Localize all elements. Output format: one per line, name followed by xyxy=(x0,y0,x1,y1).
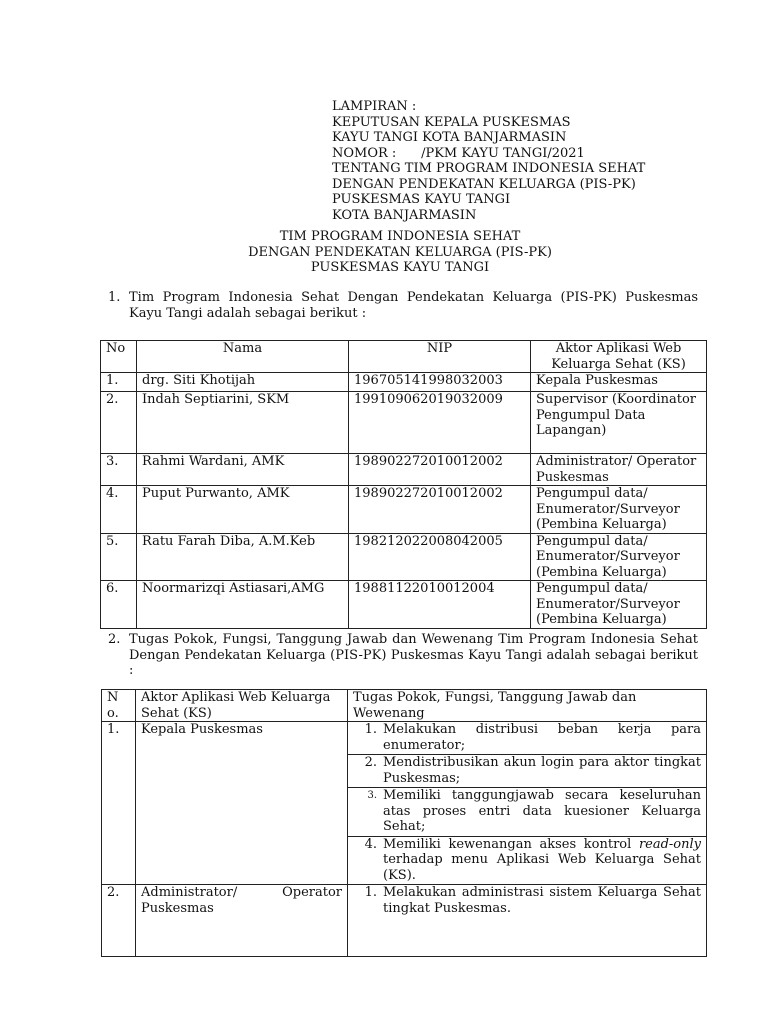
cell-aktor: Pengumpul data/ Enumerator/Surveyor (Pembina Keluarga) xyxy=(531,533,707,581)
cell-nama: Indah Septiarini, SKM xyxy=(137,392,349,454)
list-item xyxy=(348,885,706,917)
lampiran-header xyxy=(332,99,712,223)
italic-term: read-only xyxy=(638,836,702,852)
cell-nama: Noormarizqi Astiasari,AMG xyxy=(137,581,349,629)
task-list xyxy=(348,722,706,884)
cell-tugas xyxy=(348,885,707,957)
cell-no: 4. xyxy=(101,486,137,534)
task-number: 3. xyxy=(367,790,377,801)
table-row xyxy=(101,486,707,534)
list-item xyxy=(348,836,706,884)
task-text: Mendistribusikan akun login para aktor tingkat Puskesmas; xyxy=(383,755,701,786)
cell-nip: 198902272010012002 xyxy=(349,454,531,486)
cell-no: 1. xyxy=(102,722,136,885)
table-header-row xyxy=(101,341,707,373)
cell-nama: drg. Siti Khotijah xyxy=(137,373,349,392)
task-number: 1. xyxy=(364,722,377,737)
cell-nama: Puput Purwanto, AMK xyxy=(137,486,349,534)
header-line: NOMOR : /PKM KAYU TANGI/2021 xyxy=(332,145,585,161)
col-header-nip: NIP xyxy=(349,341,531,373)
cell-tugas xyxy=(348,722,707,885)
header-line: PUSKESMAS KAYU TANGI xyxy=(332,192,511,207)
cell-aktor: Kepala Puskesmas xyxy=(136,722,348,885)
col-header-aktor: Aktor Aplikasi Web Keluarga Sehat (KS) xyxy=(136,690,348,722)
table-row xyxy=(101,373,707,392)
task-text: Memiliki tanggungjawab secara keseluruhan atas proses entri data kuesioner Keluarga Sehat; xyxy=(383,788,701,834)
list-item xyxy=(348,788,706,837)
task-text: Melakukan administrasi sistem Keluarga Sehat tingkat Puskesmas. xyxy=(383,885,701,916)
cell-nip: 198902272010012002 xyxy=(349,486,531,534)
cell-no: 5. xyxy=(101,533,137,581)
title-line: PUSKESMAS KAYU TANGI xyxy=(310,260,490,275)
cell-no: 1. xyxy=(101,373,137,392)
cell-aktor: Pengumpul data/ Enumerator/Surveyor (Pembina Keluarga) xyxy=(531,581,707,629)
task-text: Memiliki kewenangan akses kontrol read-only terhadap menu Aplikasi Web Keluarga Sehat (KS). xyxy=(383,836,702,883)
cell-aktor: Supervisor (Koordinator Pengumpul Data Lapangan) xyxy=(531,392,707,454)
col-header-aktor: Aktor Aplikasi Web Keluarga Sehat (KS) xyxy=(531,341,707,373)
cell-no: 2. xyxy=(101,392,137,454)
cell-nip: 196705141998032003 xyxy=(349,373,531,392)
cell-nip: 198212022008042005 xyxy=(349,533,531,581)
section-text: Tugas Pokok, Fungsi, Tanggung Jawab dan Wewenang Tim Program Indonesia Sehat Dengan Pendekatan Keluarga (PIS-PK) Puskesmas Kayu Tangi adalah sebagai berikut : xyxy=(129,632,698,678)
header-line: TENTANG TIM PROGRAM INDONESIA SEHAT xyxy=(332,161,646,176)
table-row xyxy=(101,533,707,581)
cell-aktor: Administrator/ Operator Puskesmas xyxy=(136,885,348,957)
header-line: KAYU TANGI KOTA BANJARMASIN xyxy=(332,130,567,145)
task-number: 1. xyxy=(364,885,377,900)
cell-aktor: Pengumpul data/ Enumerator/Surveyor (Pembina Keluarga) xyxy=(531,486,707,534)
header-line: KEPUTUSAN KEPALA PUSKESMAS xyxy=(332,114,571,130)
task-number: 4. xyxy=(364,836,377,852)
table-row xyxy=(102,722,707,885)
table-row xyxy=(101,454,707,486)
header-line: LAMPIRAN : xyxy=(332,99,417,114)
cell-no: 6. xyxy=(101,581,137,629)
section-1 xyxy=(108,290,698,321)
cell-nip: 19881122010012004 xyxy=(349,581,531,629)
section-text: Tim Program Indonesia Sehat Dengan Pendekatan Keluarga (PIS-PK) Puskesmas Kayu Tangi adalah sebagai berikut : xyxy=(129,290,698,321)
cell-no: 2. xyxy=(102,885,136,957)
col-header-nama: Nama xyxy=(137,341,349,373)
document-title xyxy=(100,229,700,276)
cell-nama: Rahmi Wardani, AMK xyxy=(137,454,349,486)
team-table xyxy=(100,340,707,629)
duties-table xyxy=(101,689,707,957)
title-line: DENGAN PENDEKATAN KELUARGA (PIS-PK) xyxy=(248,244,552,260)
list-item xyxy=(348,755,706,788)
task-list xyxy=(348,885,706,917)
col-header-no: No xyxy=(101,341,137,373)
task-text: Melakukan distribusi beban kerja para enumerator; xyxy=(383,722,701,753)
table-row xyxy=(101,581,707,629)
list-item xyxy=(348,722,706,755)
section-number: 1. xyxy=(108,290,121,305)
col-header-tugas: Tugas Pokok, Fungsi, Tanggung Jawab dan Wewenang xyxy=(348,690,707,722)
table-row xyxy=(101,392,707,454)
cell-aktor: Administrator/ Operator Puskesmas xyxy=(531,454,707,486)
cell-aktor: Kepala Puskesmas xyxy=(531,373,707,392)
table-row xyxy=(102,885,707,957)
header-line: DENGAN PENDEKATAN KELUARGA (PIS-PK) xyxy=(332,176,636,192)
cell-nama: Ratu Farah Diba, A.M.Keb xyxy=(137,533,349,581)
task-number: 2. xyxy=(364,755,377,770)
section-2 xyxy=(108,632,698,679)
section-number: 2. xyxy=(108,632,121,647)
cell-no: 3. xyxy=(101,454,137,486)
table-header-row xyxy=(102,690,707,722)
col-header-no: No. xyxy=(102,690,136,722)
header-line: KOTA BANJARMASIN xyxy=(332,207,477,223)
cell-nip: 199109062019032009 xyxy=(349,392,531,454)
title-line: TIM PROGRAM INDONESIA SEHAT xyxy=(279,229,521,244)
